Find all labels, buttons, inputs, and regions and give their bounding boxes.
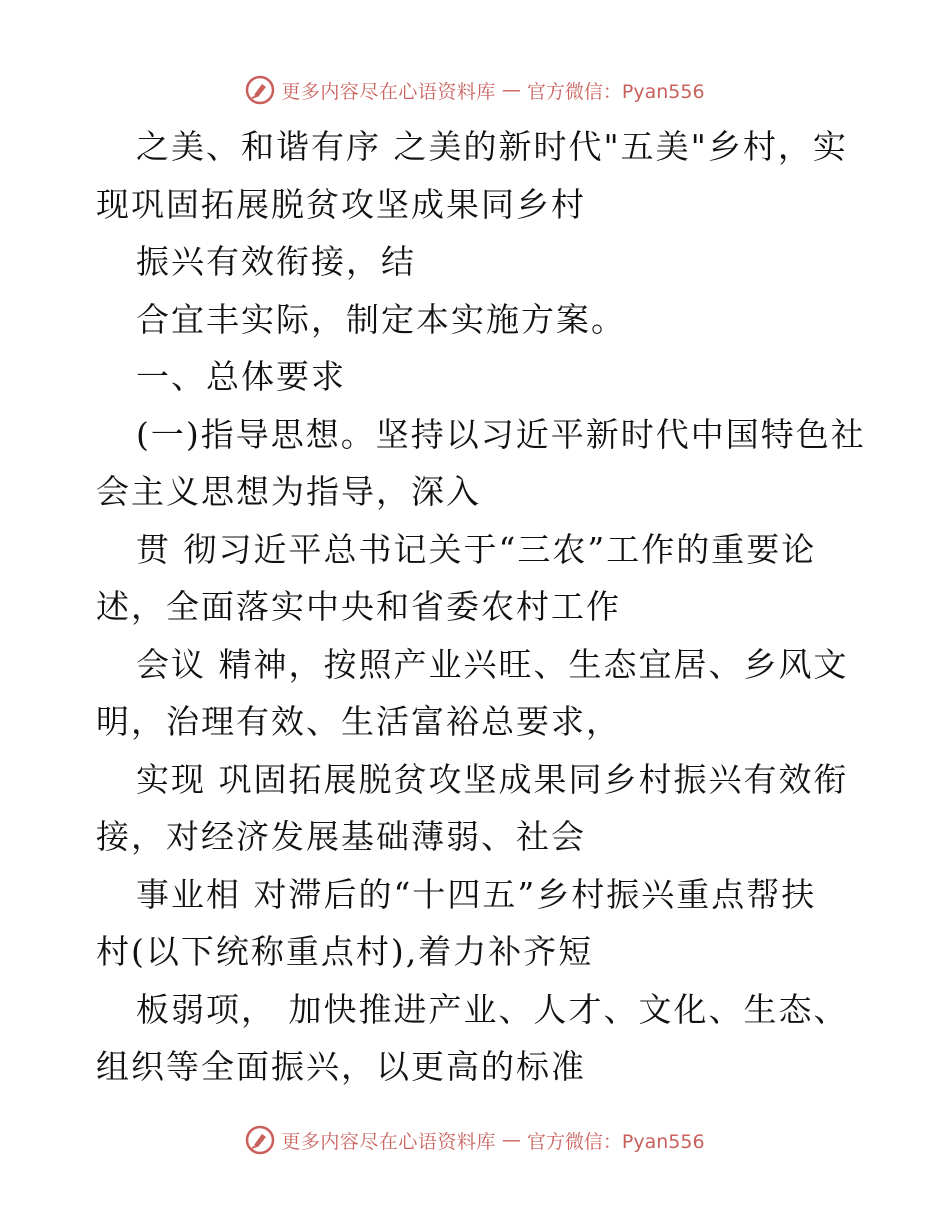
- text-line-11: 明，治理有效、生活富裕总要求，: [96, 702, 621, 741]
- footer-watermark-text: 更多内容尽在心语资料库: [281, 1130, 496, 1153]
- text-line-10: 会议 精神，按照产业兴旺、生态宜居、乡风文: [136, 644, 849, 684]
- text-line-13: 接，对经济发展基础薄弱、社会: [96, 817, 586, 856]
- text-line-12: 实现 巩固拓展脱贫攻坚成果同乡村振兴有效衔: [136, 759, 849, 799]
- text-line-9: 述，全面落实中央和省委农村工作: [96, 587, 621, 626]
- header-watermark-text: 更多内容尽在心语资料库: [281, 80, 496, 103]
- header-watermark-separator: —: [501, 79, 521, 101]
- text-line-15: 村(以下统称重点村),着力补齐短: [96, 932, 594, 971]
- text-line-6: (一)指导思想。坚持以习近平新时代中国特色社: [136, 414, 866, 454]
- footer-watermark-banner: [0, 1120, 950, 1160]
- header-watermark-contact: 官方微信：Pyan556: [526, 80, 705, 103]
- text-line-1: 之美、和谐有序 之美的新时代"五美"乡村，实: [136, 127, 848, 166]
- text-line-3: 振兴有效衔接，结: [136, 242, 416, 281]
- text-line-8: 贯 彻习近平总书记关于“三农”工作的重要论: [136, 529, 817, 569]
- document-body: [96, 118, 866, 1096]
- footer-watermark-separator: —: [501, 1129, 521, 1151]
- text-line-4: 合宜丰实际，制定本实施方案。: [136, 299, 626, 339]
- text-line-14: 事业相 对滞后的“十四五”乡村振兴重点帮扶: [136, 874, 817, 914]
- text-line-17: 组织等全面振兴，以更高的标准: [96, 1047, 586, 1086]
- text-line-7: 会主义思想为指导，深入: [96, 472, 481, 511]
- text-line-2: 现巩固拓展脱贫攻坚成果同乡村: [96, 184, 586, 224]
- header-watermark-banner: [0, 70, 950, 110]
- footer-watermark-contact: 官方微信：Pyan556: [526, 1130, 705, 1153]
- section-heading: 一、总体要求: [136, 357, 346, 396]
- brand-logo-icon: [245, 1125, 275, 1155]
- text-line-16: 板弱项， 加快推进产业、人才、文化、生态、: [136, 989, 849, 1029]
- brand-logo-icon: [245, 75, 275, 105]
